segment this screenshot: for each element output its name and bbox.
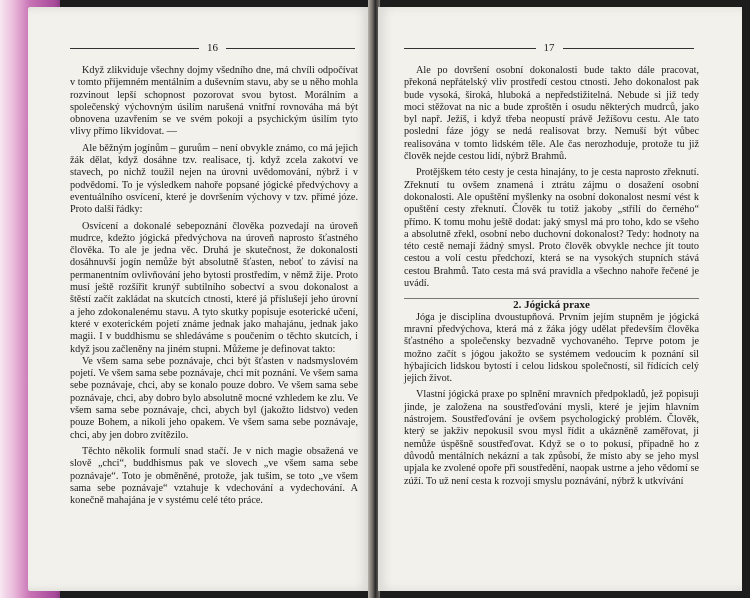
header-rule xyxy=(70,48,199,49)
section-heading: 2. Jógická praxe xyxy=(513,299,590,312)
header-rule xyxy=(226,48,355,49)
paragraph: Vlastní jógická praxe po splnění mravních předpokladů, jež popisuji jinde, je založena na soustřeďování mysli, které je jejím hlavním nástrojem. Soustřeďování je ovšem psychologický problém. Člověk, který se jakživ nepokusil svou mysl řídit a ukázněně zaměřovat, ji nemůže úspěšně soustřeďovat. Když se o to pokusí, případně ho z důvodů mentálních nekázní a tak způsobí, že místo aby se jeho mysl upjala ke zvolené opoře při soustředění, naopak ustrne a jeho vědomí se zúží. To už není cesta k rozvoji smyslu poznávání, nýbrž k utkvívání xyxy=(404,389,699,487)
left-page xyxy=(28,7,370,591)
paragraph: Ale po dovršení osobní dokonalosti bude takto dále pracovat, překoná nepřátelský vliv prostředí cestou ctnosti. Jeho dokonalost pak bude vysoká, široká, hluboká a nepředstižitelná. Nebude si již tedy moci stěžovat na nic a bude zproštěn i osudu některých mudrců, jako byl např. Ježíš, i když třeba neopustí právě Ježíšovu cestu. Ale tato poslední fáze jógy se nedá realisovat brzy. Nemuší být vůbec realisována v tomto lidském těle. Ale čas nerozhoduje, protože tu již člověk nejde cestou lidí, nýbrž Brahmů. xyxy=(404,65,699,163)
header-rule xyxy=(404,48,536,49)
paragraph: Osvícení a dokonalé sebepoznání člověka pozvedají na úroveň mudrce, kdežto jógická předvýchova na úroveň naprosto šťastného člověka. To ale je jedna věc. Druhá je skutečnost, že dokonalosti dosáhnuvší jogín nemůže být absolutně šťasten, neboť to závisí na permanentním ovlivňování jeho bytosti prostředím, v němž žije. Proto musí ještě rozšířit krunýř subtilního sobectví a svou dokonalost a štěstí začít zakládat na skutcích ctnosti, které já příslušejí jeho úrovní a jeho zdokonalenému stavu. A tyto skutky popisuje esoterické učení, které v exoterickém pojetí známe jednak jako mahajánu, jednak jako magii. I v buddhismu se shledáváme s poučením o těchto skutcích, i když jsou začleněny na jiném stupni. Můžeme je definovat takto: xyxy=(70,220,358,355)
right-page xyxy=(378,7,742,591)
right-page-header xyxy=(404,40,694,56)
paragraph: Těchto několik formulí snad stačí. Je v nich magie obsažená ve slově „chci“, buddhismus pak ve slovech „ve všem sama sebe poznávaje“. Toto je obměněné, protože, jak tušim, se toto „ve všem sama sebe poznávaje“ vztahuje k vdechování a vydechování. A konečně mahajána je v systému celé této práce. xyxy=(70,445,358,507)
paragraph: Protějškem této cesty je cesta hinajány, to je cesta naprosto zřeknutí. Zřeknutí tu ovšem znamená i ztrátu zájmu o dosažení osobní dokonalosti. Ale opuštění myšlenky na osobní dokonalost nesmí vést k opuštění cesty zřeknutí. Člověk tu totiž jakoby „střílí do černého“ přímo. K tomu mohu ještě dodat: jaký smysl má pro toho, kdo se všeho a absolutně zřekl, osobní nebo duchovní dokonalost? Tedy: hodnoty na této cestě nemají žádný smysl. Proto člověk obvykle nechce jít touto cestou a volí cestu předchozí, která se na vysokých stupních stává cestou Brahmů. Tato cesta má svá pravidla a všechno nahoře řečené je uvádí. xyxy=(404,167,699,290)
left-page-body xyxy=(70,65,358,507)
paragraph: Ve všem sama sebe poznávaje, chci být šťasten v nadsmyslovém pojetí. Ve všem sama sebe poznávaje, chci mít poznání. Ve všem sama sebe poznávaje, chci, aby se konalo pouze dobro. Ve všem sama sebe poznávaje, chci, aby dobro bylo absolutně mocné vzhledem ke zlu. Ve všem sama sebe poznávaje, chci, abych byl (jakožto lidstvo) veden pouze Bohem, a nikoli jeho opakem. Ve všem sama sebe poznávaje, chci, aby jen dobro zvítězilo. xyxy=(70,355,358,441)
header-rule xyxy=(563,48,695,49)
left-page-header xyxy=(70,40,355,56)
right-page-body xyxy=(404,65,699,488)
page-number: 16 xyxy=(207,42,218,54)
paragraph: Jóga je disciplína dvoustupňová. Prvním jejím stupněm je jógická mravní předvýchova, která má z žáka jógy udělat především člověka šťastného a společensky bezvadně vychovaného. Teprve potom je možno začít s jógou jakožto se systémem vedoucím k poznání sil hýbajících lidskou bytostí i celou lidskou společností, sil řídících celý jejich život. xyxy=(404,311,699,385)
paragraph: Ale běžným jogínům – guruům – není obvykle známo, co má jejich žák dělat, když dosáhne tzv. realisace, tj. když zcela zakotví ve stavech, po nichž toužil nejen na úrovni uvědomování, nýbrž i v podvědomí. To je výsledkem nahoře popsané jógické předvýchovy a eventuálního osvícení, které je dovršením výchovy v tzv. přímé józe. Proto další řádky: xyxy=(70,142,358,216)
paragraph: Když zlikviduje všechny dojmy všedního dne, má chvíli odpočívat v tomto příjemném mentálním a duševním stavu, aby se u něho mohla rozvinout lepší schopnost pozorovat svou bytost. Morálním a společenský výchovným úsilím narušená vnitřní rovnováha má být obnovena uzavřením se ve svém pokoji a psychickým úsilím tyto vlivy přímo likvidovat. — xyxy=(70,65,358,138)
page-number: 17 xyxy=(543,42,555,54)
